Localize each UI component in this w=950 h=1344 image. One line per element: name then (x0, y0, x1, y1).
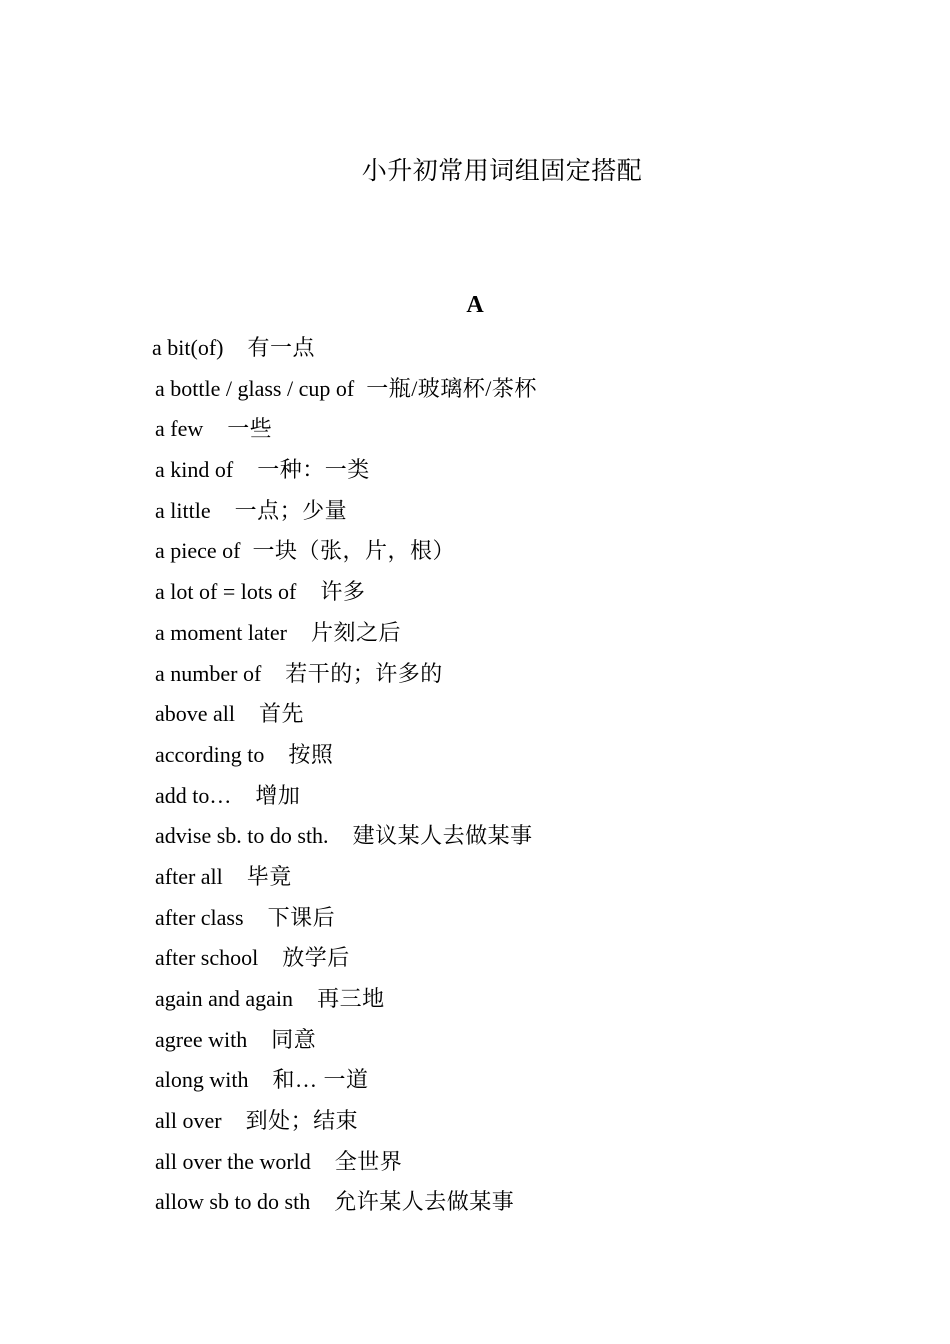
phrase-entry (155, 694, 537, 735)
phrase-entry (155, 1142, 537, 1183)
phrase-chinese: 一些 (227, 416, 273, 442)
phrase-entry (155, 409, 537, 450)
phrase-chinese: 允许某人去做某事 (334, 1189, 515, 1215)
phrase-entry (155, 1060, 537, 1101)
phrase-chinese: 到处；结束 (245, 1108, 359, 1134)
section-heading: A (466, 292, 484, 318)
phrase-english: allow sb to do sth (155, 1189, 311, 1215)
phrase-english: along with (155, 1067, 249, 1093)
phrase-english: a kind of (155, 457, 234, 483)
phrase-chinese: 建议某人去做某事 (352, 823, 533, 849)
phrase-english: all over (155, 1108, 222, 1134)
phrase-english: a little (155, 497, 211, 523)
phrase-entry (155, 898, 537, 939)
phrase-chinese: 和… 一道 (272, 1067, 369, 1093)
phrase-entry (155, 491, 537, 532)
phrase-english: all over the world (155, 1148, 311, 1174)
phrase-chinese: 有一点 (247, 335, 315, 360)
phrase-chinese: 全世界 (334, 1148, 403, 1174)
phrase-entry (155, 369, 537, 410)
phrase-english: a piece of (155, 538, 241, 564)
phrase-english: a bottle / glass / cup of (155, 375, 355, 401)
phrase-entry (155, 979, 537, 1020)
phrase-chinese: 同意 (271, 1026, 317, 1052)
phrase-english: add to… (155, 782, 232, 808)
phrase-english: a lot of = lots of (155, 579, 297, 605)
phrase-english: advise sb. to do sth. (155, 823, 329, 849)
phrase-chinese: 许多 (320, 579, 366, 605)
phrase-entry (155, 816, 537, 857)
phrase-chinese: 一点；少量 (234, 497, 348, 523)
phrase-english: above all (155, 701, 236, 727)
phrase-chinese: 一种：一类 (257, 457, 370, 483)
phrase-english: a bit(of) (152, 335, 224, 360)
phrase-entry (155, 1182, 537, 1223)
phrase-entry (155, 938, 537, 979)
phrase-entry (155, 531, 537, 572)
phrase-english: a moment later (155, 619, 287, 645)
phrase-english: after class (155, 904, 244, 930)
phrase-english: a number of (155, 660, 262, 686)
phrase-entry (155, 450, 537, 491)
phrase-list (152, 328, 537, 1223)
phrase-entry (155, 1020, 537, 1061)
phrase-english: after all (155, 863, 223, 889)
phrase-entry (155, 654, 537, 695)
phrase-chinese: 一块（张，片，根） (252, 538, 456, 564)
phrase-chinese: 毕竟 (246, 863, 292, 889)
phrase-chinese: 下课后 (267, 904, 336, 930)
phrase-english: agree with (155, 1026, 248, 1052)
phrase-entry (155, 572, 537, 613)
phrase-entry (155, 1101, 537, 1142)
phrase-chinese: 放学后 (282, 945, 350, 971)
phrase-english: after school (155, 945, 259, 971)
phrase-chinese: 首先 (259, 701, 305, 727)
phrase-english: a few (155, 416, 204, 442)
document-title: 小升初常用词组固定搭配 (361, 158, 643, 185)
phrase-entry (152, 328, 537, 369)
phrase-entry (155, 613, 537, 654)
phrase-chinese: 若干的；许多的 (285, 660, 443, 686)
phrase-entry (155, 857, 537, 898)
phrase-chinese: 增加 (255, 782, 301, 808)
phrase-english: again and again (155, 986, 294, 1011)
phrase-chinese: 再三地 (317, 986, 385, 1011)
phrase-english: according to (155, 741, 265, 767)
phrase-chinese: 按照 (288, 741, 334, 767)
phrase-entry (155, 776, 537, 817)
phrase-entry (155, 735, 537, 776)
phrase-chinese: 片刻之后 (310, 619, 401, 645)
phrase-chinese: 一瓶/玻璃杯/茶杯 (366, 375, 537, 401)
